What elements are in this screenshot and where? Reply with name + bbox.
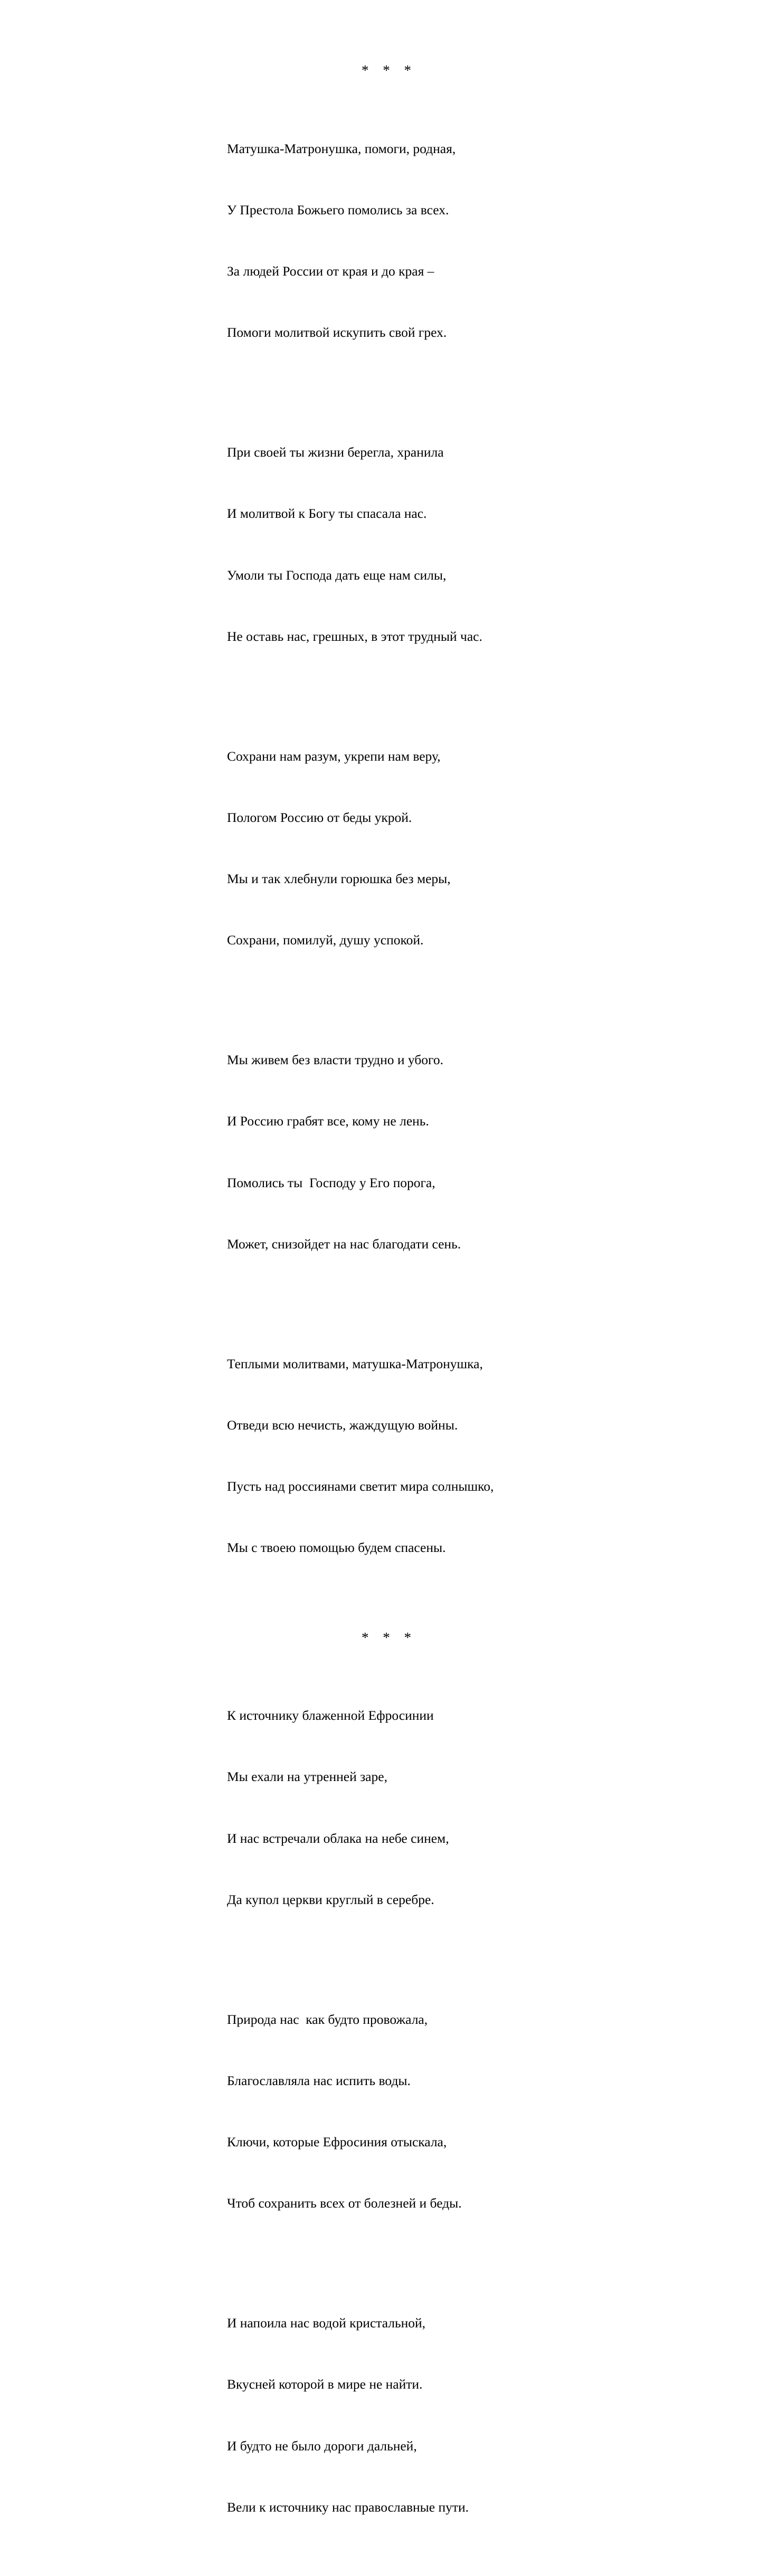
- poem-line: К источнику блаженной Ефросинии: [227, 1708, 434, 1723]
- spacer: [227, 1645, 628, 1665]
- poem-line: Не оставь нас, грешных, в этот трудный час.: [227, 628, 482, 644]
- poem-line: Помолись ты Господу у Его порога,: [227, 1175, 435, 1190]
- poem-2-separator: * * *: [362, 1629, 416, 1645]
- poem-line: Природа нас как будто провожала,: [227, 2011, 428, 2027]
- poem-line: Вели к источнику нас православные пути.: [227, 2499, 469, 2515]
- poem-line: Матушка-Матронушка, помоги, родная,: [227, 140, 456, 156]
- poem-line: И нас встречали облака на небе синем,: [227, 1830, 449, 1846]
- poem-line: Благославляла нас испить воды.: [227, 2072, 411, 2088]
- poem-1-stanza-4: [227, 1009, 628, 1296]
- poem-2-stanza-3: [227, 2272, 628, 2559]
- poem-1-stanza-1: [227, 98, 628, 384]
- poem-line: Вкусней которой в мире не найти.: [227, 2376, 423, 2392]
- spacer: [227, 78, 628, 98]
- poem-line: Теплыми молитвами, матушка-Матронушка,: [227, 1356, 483, 1371]
- poem-1: [227, 63, 628, 1599]
- spacer: [227, 1617, 628, 1631]
- poem-line: У Престола Божьего помолись за всех.: [227, 202, 449, 217]
- poem-line: Мы с твоею помощью будем спасены.: [227, 1540, 446, 1556]
- poem-1-stanza-3: [227, 705, 628, 992]
- poem-2-stanza-1: [227, 1665, 628, 1952]
- poem-line: И будто не было дороги дальней,: [227, 2438, 417, 2454]
- poem-line: Умоли ты Господа дать еще нам силы,: [227, 567, 447, 583]
- poem-2-stanza-2: [227, 1968, 628, 2255]
- poem-2: [227, 1631, 628, 2559]
- document-content: [227, 63, 628, 2559]
- poem-line: Может, снизойдет на нас благодати сень.: [227, 1236, 461, 1252]
- poem-line: И молитвой к Богу ты спасала нас.: [227, 506, 427, 522]
- poem-line: Мы живем без власти трудно и убого.: [227, 1052, 443, 1067]
- poem-line: И Россию грабят все, кому не лень.: [227, 1113, 429, 1129]
- poem-line: За людей России от края и до края –: [227, 263, 434, 279]
- poem-line: Мы ехали на утренней заре,: [227, 1769, 387, 1785]
- poem-line: Пологом Россию от беды укрой.: [227, 809, 412, 825]
- poem-line: Помоги молитвой искупить свой грех.: [227, 325, 447, 340]
- poem-1-stanza-5: [227, 1313, 628, 1599]
- poem-line: Ключи, которые Ефросиния отыскала,: [227, 2134, 447, 2149]
- poem-line: Да купол церкви круглый в серебре.: [227, 1891, 434, 1907]
- poem-line: Сохрани, помилуй, душу успокой.: [227, 932, 424, 948]
- poem-line: И напоила нас водой кристальной,: [227, 2315, 426, 2331]
- poem-line: Пусть над россиянами светит мира солнышко,: [227, 1479, 494, 1494]
- poem-line: При своей ты жизни берегла, хранила: [227, 444, 444, 460]
- poem-line: Отведи всю нечисть, жаждущую войны.: [227, 1417, 458, 1433]
- poem-line: Чтоб сохранить всех от болезней и беды.: [227, 2195, 462, 2211]
- poem-1-separator: * * *: [362, 62, 416, 78]
- poem-line: Мы и так хлебнули горюшка без меры,: [227, 871, 451, 886]
- poem-1-stanza-2: [227, 402, 628, 688]
- poem-line: Сохрани нам разум, укрепи нам веру,: [227, 748, 441, 764]
